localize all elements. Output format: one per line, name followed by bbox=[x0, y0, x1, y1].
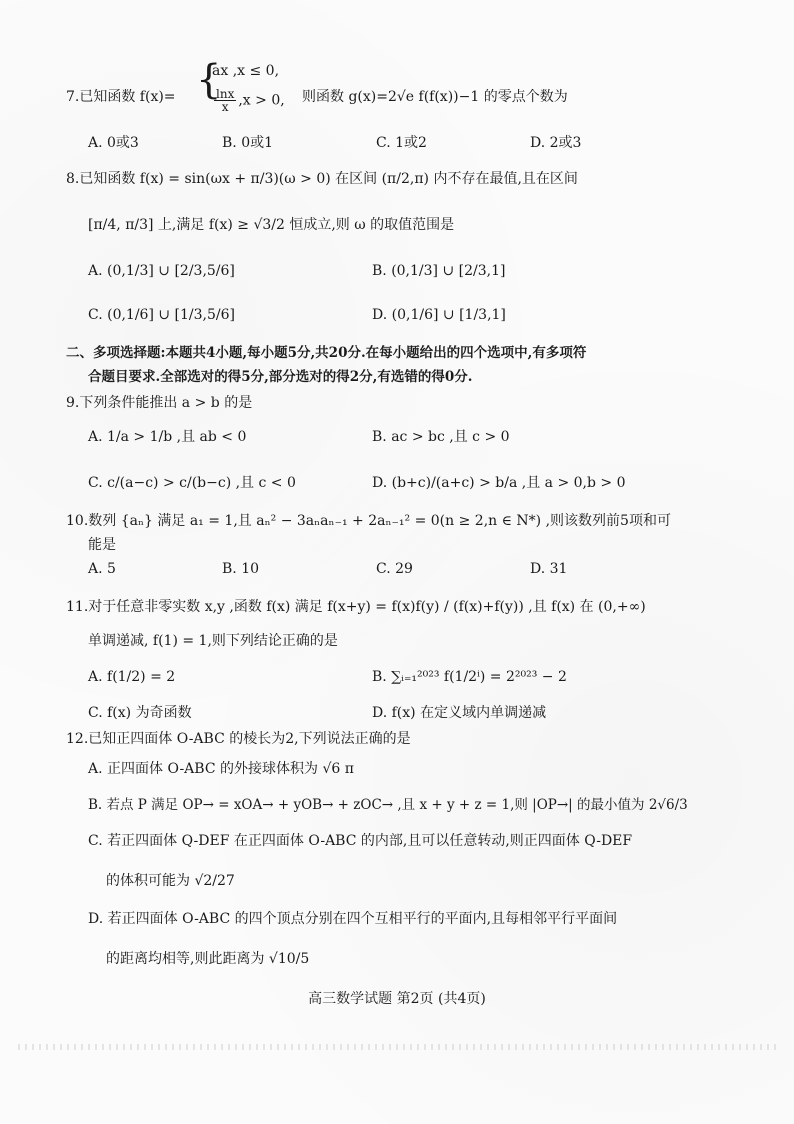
q8-line-2: [π/4, π/3] 上,满足 f(x) ≥ √3/2 恒成立,则 ω 的取值范围是 bbox=[88, 217, 455, 233]
q11-option-b: B. ∑ᵢ₌₁²⁰²³ f(1/2ⁱ) = 2²⁰²³ − 2 bbox=[372, 669, 567, 685]
q7-piece-1: ax ,x ≤ 0, bbox=[212, 63, 280, 79]
q7-option-d: D. 2或3 bbox=[530, 135, 582, 151]
q12-option-d-line-2: 的距离均相等,则此距离为 √10/5 bbox=[106, 951, 310, 967]
q12-option-c-line-1: C. 若正四面体 Q-DEF 在正四面体 O-ABC 的内部,且可以任意转动,则正四面体 Q-DEF bbox=[88, 833, 633, 849]
scan-noise-band bbox=[18, 1044, 776, 1050]
q12-option-d-line-1: D. 若正四面体 O-ABC 的四个顶点分别在四个互相平行的平面内,且每相邻平行平面间 bbox=[88, 911, 618, 927]
q12-stem: 12.已知正四面体 O-ABC 的棱长为2,下列说法正确的是 bbox=[66, 731, 411, 747]
q8-option-c: C. (0,1/6] ∪ [1/3,5/6] bbox=[88, 307, 235, 323]
q7-brace: { bbox=[196, 57, 222, 103]
q7-stem-suffix: 则函数 g(x)=2√e f(f(x))−1 的零点个数为 bbox=[302, 89, 568, 105]
section-2-heading-line-1: 二、多项选择题:本题共4小题,每小题5分,共20分.在每小题给出的四个选项中,有多项符 bbox=[66, 345, 587, 361]
page-footer: 高三数学试题 第2页 (共4页) bbox=[308, 991, 486, 1007]
q11-option-c: C. f(x) 为奇函数 bbox=[88, 705, 192, 721]
q11-line-1: 11.对于任意非零实数 x,y ,函数 f(x) 满足 f(x+y) = f(x)f(y) / (f(x)+f(y)) ,且 f(x) 在 (0,+∞) bbox=[66, 599, 646, 615]
q9-option-b: B. ac > bc ,且 c > 0 bbox=[372, 429, 510, 445]
q9-option-a: A. 1/a > 1/b ,且 ab < 0 bbox=[88, 429, 247, 445]
q10-line-2: 能是 bbox=[88, 537, 116, 553]
q10-option-d: D. 31 bbox=[530, 561, 568, 577]
q11-option-a: A. f(1/2) = 2 bbox=[88, 669, 176, 685]
q7-stem-prefix: 7.已知函数 f(x)= bbox=[66, 89, 176, 105]
q9-stem: 9.下列条件能推出 a > b 的是 bbox=[66, 395, 253, 411]
q8-option-b: B. (0,1/3] ∪ [2/3,1] bbox=[372, 263, 506, 279]
q11-line-2: 单调递减, f(1) = 1,则下列结论正确的是 bbox=[88, 633, 338, 649]
q12-option-b: B. 若点 P 满足 OP→ = xOA→ + yOB→ + zOC→ ,且 x + y + z = 1,则 |OP→| 的最小值为 2√6/3 bbox=[88, 797, 688, 813]
q7-piece-2: $\frac{\ln x}{x}$ ,x > 0, bbox=[216, 87, 285, 114]
q10-option-b: B. 10 bbox=[222, 561, 260, 577]
q7-option-c: C. 1或2 bbox=[376, 135, 427, 151]
q11-option-d: D. f(x) 在定义域内单调递减 bbox=[372, 705, 547, 721]
section-2-heading-line-2: 合题目要求.全部选对的得5分,部分选对的得2分,有选错的得0分. bbox=[88, 369, 473, 385]
q9-option-d: D. (b+c)/(a+c) > b/a ,且 a > 0,b > 0 bbox=[372, 475, 626, 491]
q10-line-1: 10.数列 {aₙ} 满足 a₁ = 1,且 aₙ² − 3aₙaₙ₋₁ + 2aₙ₋₁² = 0(n ≥ 2,n ∈ N*) ,则该数列前5项和可 bbox=[66, 513, 671, 529]
q10-option-a: A. 5 bbox=[88, 561, 116, 577]
q7-option-a: A. 0或3 bbox=[88, 135, 139, 151]
q8-line-1: 8.已知函数 f(x) = sin(ωx + π/3)(ω > 0) 在区间 (π/2,π) 内不存在最值,且在区间 bbox=[66, 171, 578, 187]
q9-option-c: C. c/(a−c) > c/(b−c) ,且 c < 0 bbox=[88, 475, 296, 491]
q12-option-a: A. 正四面体 O-ABC 的外接球体积为 √6 π bbox=[88, 761, 354, 777]
q10-option-c: C. 29 bbox=[376, 561, 413, 577]
q8-option-a: A. (0,1/3] ∪ [2/3,5/6] bbox=[88, 263, 235, 279]
q12-option-c-line-2: 的体积可能为 √2/27 bbox=[106, 873, 235, 889]
q7-option-b: B. 0或1 bbox=[222, 135, 274, 151]
q8-option-d: D. (0,1/6] ∪ [1/3,1] bbox=[372, 307, 506, 323]
